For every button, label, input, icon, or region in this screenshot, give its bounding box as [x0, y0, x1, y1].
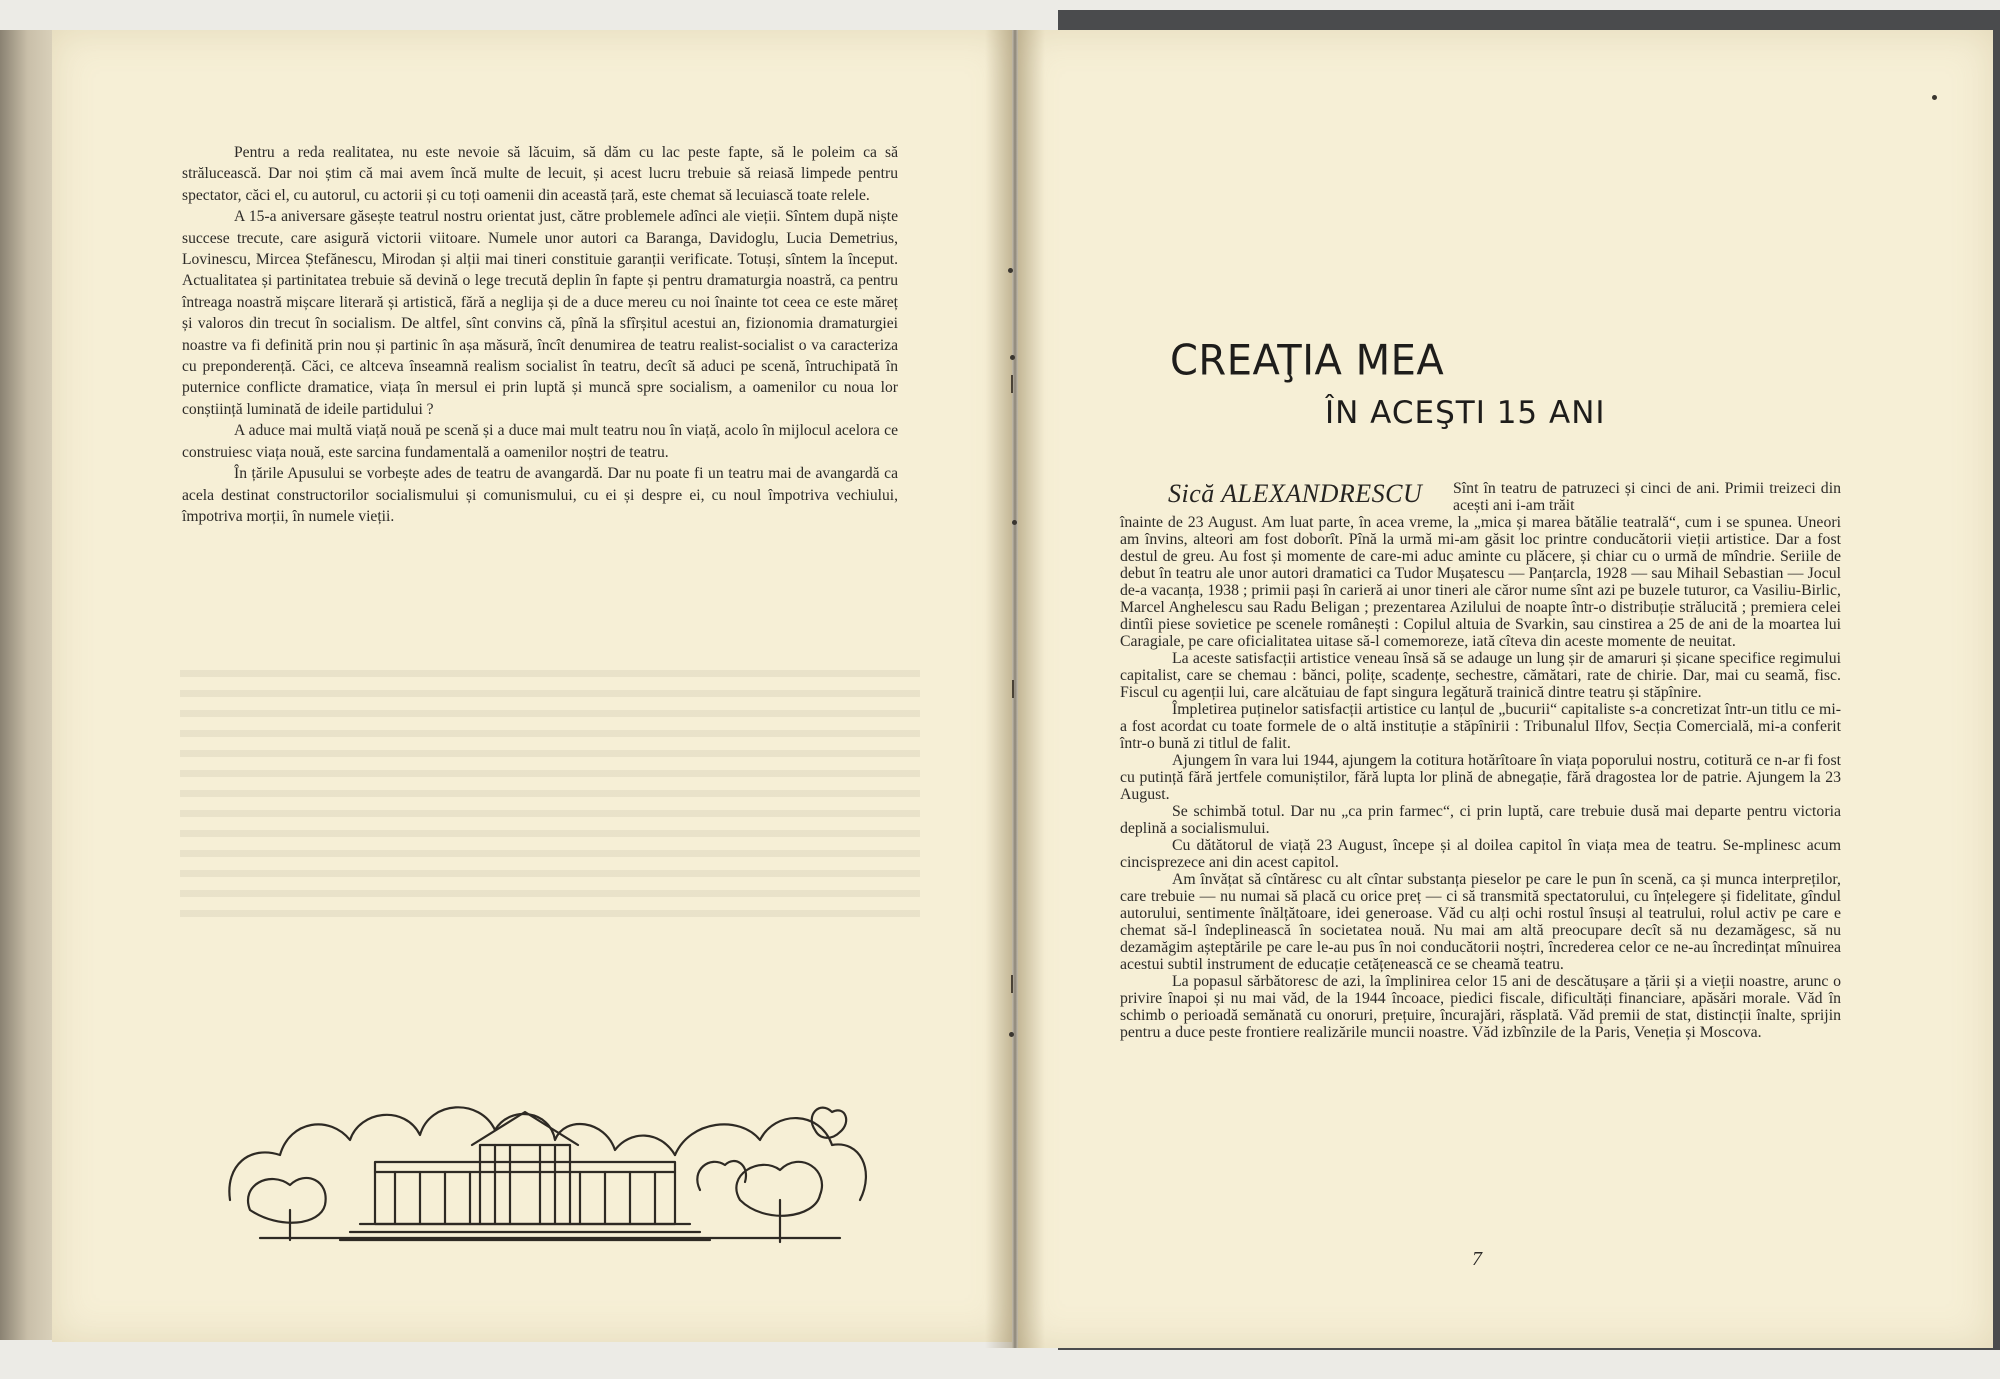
gutter-mark [1009, 1032, 1014, 1037]
gutter-mark [1012, 680, 1014, 698]
right-page-text [1120, 514, 1841, 1041]
left-paragraph: A aduce mai multă viață nouă pe scenă și a duce mai mult teatru nou în viață, acolo în mijlocul acelora ce construiesc viața nouă, este sarcina fundamentală a oamenilor noștri de teatru. [182, 422, 898, 461]
right-paragraph: Împletirea puținelor satisfacții artistice cu lanțul de „bucurii“ capitaliste s-a concretizat într-un titlu ce mi-a fost acordat cu toate formele de o altă instituție a stăpînirii : Tribunalul Ilfov, Secția Comercială, mi-a conferit într-o bună zi titlul de falit. [1120, 701, 1841, 752]
opening-lines: Sînt în teatru de patruzeci și cinci de ani. Primii treizeci din acești ani i-am trăit [1453, 480, 1841, 514]
gutter-mark [1011, 375, 1013, 393]
theatre-drawing-icon [220, 1060, 880, 1250]
right-paragraph: Se schimbă totul. Dar nu „ca prin farmec“, ci prin luptă, care trebuie dusă mai departe pentru victoria deplină a socialismului. [1120, 803, 1841, 837]
left-paragraph: Pentru a reda realitatea, nu este nevoie să lăcuim, să dăm cu lac peste fapte, să le poleim ca să strălucească. Dar noi știm că mai avem încă multe de lecuit, și acest lucru trebuie să reiasă limpede pentru spectator, căci el, cu autorul, cu actorii și cu toți oamenii din această țară, este chemat să lecuiască toate relele. [182, 144, 898, 204]
left-paragraph: În țările Apusului se vorbește ades de teatru de avangardă. Dar nu poate fi un teatru mai de avangardă ca acela destinat constructorilor socialismului și comunismului, cu ei și despre ei, cu noul împotriva vechiului, împotriva morții, în numele vieții. [182, 465, 898, 525]
right-paragraph: La popasul sărbătoresc de azi, la împlinirea celor 15 ani de descătușare a țării și a vieții noastre, arunc o privire înapoi și nu mai văd, de la 1944 încoace, piedici fiscale, dificultăți financiare, apăsări morale. Văd în schimb o perioadă semănată cu onoruri, prețuire, încurajări, răsplată. Văd premii de stat, distincții înalte, sprijin pentru a duce peste frontiere realizările muncii noastre. Văd izbînzile de la Paris, Veneția și Moscova. [1120, 973, 1841, 1041]
page-mark [1932, 95, 1937, 100]
gutter-mark [1012, 520, 1017, 525]
show-through-text [180, 670, 920, 930]
right-paragraph: Am învățat să cîntăresc cu alt cîntar substanța pieselor pe care le pun în scenă, ca și munca interpreților, care trebuie — nu numai să placă cu orice preț — ci să transmită spectatorului, cu înțelegere și fidelitate, gîndul autorului, sentimente înălțătoare, idei generoase. Văd cu alți ochi rostul însuși al teatrului, rolul activ pe care e chemat să-l îndeplinească în societatea nouă. Nu mai am altă preocupare decît să nu dezamăgesc, să nu dezamăgim așteptările pe care le-au pus în noi conducătorii noștri, încrederea celor ce ne-au încredințat mînuirea acestui subtil instrument de educație cetățenească ce se cheamă teatru. [1120, 871, 1841, 973]
right-paragraph: La aceste satisfacții artistice veneau însă să se adauge un lung șir de amaruri și șicane specifice regimului capitalist, care se chemau : bănci, polițe, scadențe, sechestre, cămătari, rate de chirie. Dar, mai cu seamă, fisc. Fiscul cu agenții lui, care alcătuiau de fapt singura legătură trainică dintre teatru și stăpînire. [1120, 650, 1841, 701]
left-page-text [182, 142, 898, 527]
left-paragraph: A 15-a aniversare găsește teatrul nostru orientat just, către problemele adînci ale vieții. Sîntem după niște succese trecute, care asigură victorii viitoare. Numele unor autori ca Baranga, Davidoglu, Lucia Demetrius, Lovinescu, Mircea Ștefănescu, Mirodan și alții mai tineri constituie garanții verificate. Totuși, sîntem la început. Actualitatea și partinitatea trebuie să devină o lege trecută deplin în fapte și pentru dramaturgia noastră, ca pentru întreaga noastră mișcare literară și artistică, fără a neglija și de a duce mereu cu noi înainte tot ceea ce este măreț și valoros din trecut în socialism. De altfel, sînt convins că, pînă la sfîrșitul acestui an, fizionomia dramaturgiei noastre va fi definită prin nou și partinic în așa măsură, încît denumirea de teatru realist-socialist o va caracteriza cu preponderență. Căci, ce altceva înseamnă realism socialist în teatru, decît să aduci pe scenă, întruchipată în puternice conflicte dramatice, viața în mersul ei prin luptă și muncă spre socialism, a oamenilor cu noua lor conștiință luminată de ideile partidului ? [182, 208, 898, 418]
article-title: CREAŢIA MEA [1170, 336, 1445, 386]
author-name: Sică ALEXANDRESCU [1168, 479, 1423, 508]
page-number: 7 [1472, 1248, 1482, 1270]
right-paragraph: Cu dătătorul de viață 23 August, începe și al doilea capitol în viața mea de teatru. Se-mplinesc acum cincisprezece ani din acest capitol. [1120, 837, 1841, 871]
book-gutter [985, 30, 1045, 1348]
gutter-mark [1011, 975, 1013, 993]
article-subtitle: ÎN ACEŞTI 15 ANI [1325, 395, 1606, 431]
right-paragraph: Ajungem în vara lui 1944, ajungem la cotitura hotărîtoare în viața poporului nostru, cotitură ce n-ar fi fost cu putință fără jertfele comuniștilor, fără lupta lor plină de abnegație, fără dragostea lor de patrie. Ajungem la 23 August. [1120, 752, 1841, 803]
right-paragraph: înainte de 23 August. Am luat parte, în acea vreme, la „mica și marea bătălie teatrală“, cum i se spunea. Uneori am învins, alteori am fost doborît. Pînă la urmă mi-am găsit loc printre conducătorii vieții artistice. Dar a fost destul de greu. Au fost și momente de care-mi aduc aminte cu plăcere, și chiar cu o urmă de mîndrie. Seriile de debut în teatru ale unor autori dramatici ca Tudor Mușatescu — Panțarcla, 1928 — sau Mihail Sebastian — Jocul de-a vacanța, 1938 ; primii pași în carieră ai unor tineri ale căror nume sînt azi pe buzele tuturor, ca Vasiliu-Birlic, Marcel Anghelescu sau Radu Beligan ; prezentarea Azilului de noapte într-o distribuție strălucită ; premiera celei dintîi piese sovietice pe scenele românești : Copilul altuia de Svarkin, sau cinstirea a 25 de ani de la moartea lui Caragiale, pe care oficialitatea uitase să-l comemoreze, iată cîteva din aceste momente de neuitat. [1120, 514, 1841, 650]
gutter-mark [1008, 268, 1013, 273]
gutter-mark [1010, 355, 1015, 360]
